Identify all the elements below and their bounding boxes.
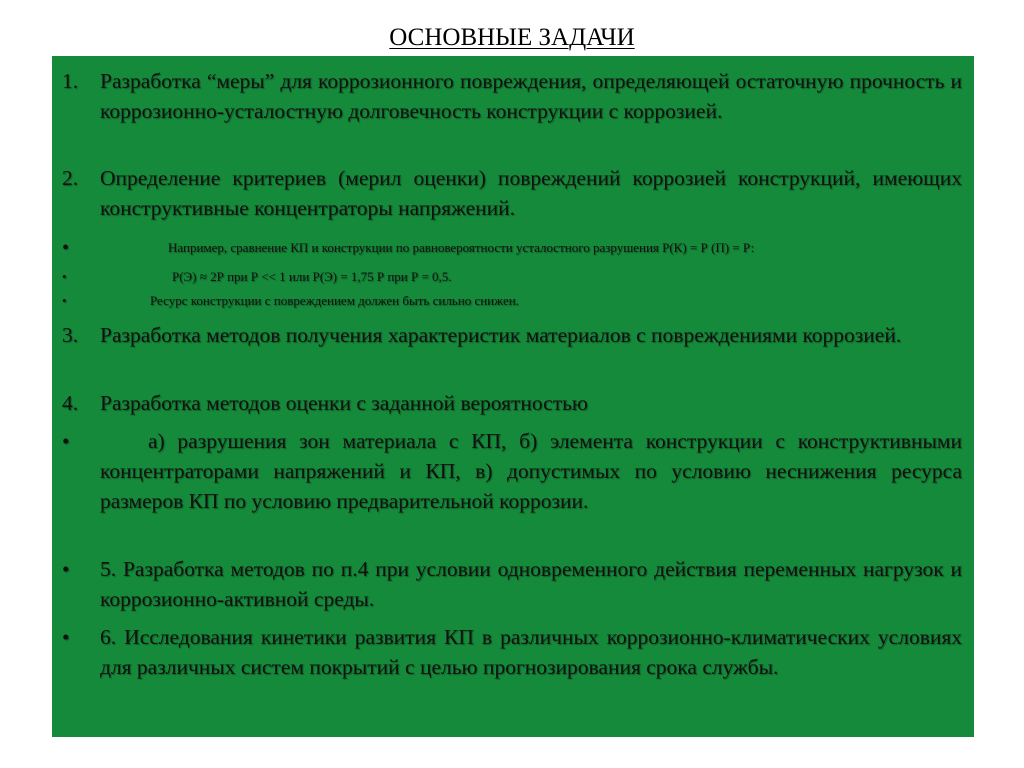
list-marker: 4.	[62, 391, 79, 415]
list-item-text: Определение критериев (мерил оценки) повреждений коррозией конструкций, имеющих конструктивные концентраторы напряжений.	[100, 166, 962, 220]
bullet-item-text: 5. Разработка методов по п.4 при условии одновременного действия переменных нагрузок и коррозионно-активной среды.	[100, 557, 962, 611]
sub-bullet-text: Р(Э) ≈ 2Р при Р << 1 или Р(Э) = 1,75 Р при Р = 0,5.	[172, 269, 452, 284]
bullet-marker: •	[62, 429, 70, 453]
bullet-item-6	[52, 622, 974, 682]
bullet-marker: •	[62, 293, 67, 308]
list-item-2	[52, 163, 974, 223]
list-item-1	[52, 66, 974, 126]
bullet-item-text: а) разрушения зон материала с КП, б) элемента конструкции с конструктивными концентраторами напряжений и КП, в) допустимых по условию неснижения ресурса размеров КП по условию предварительной коррозии.	[100, 429, 962, 513]
bullet-marker: •	[62, 557, 70, 581]
sub-bullet-text: Ресурс конструкции с повреждением должен быть сильно снижен.	[150, 293, 519, 308]
list-marker: 2.	[62, 166, 79, 190]
list-item-text: Разработка методов оценки с заданной вероятностью	[100, 391, 588, 415]
sub-bullet-2	[52, 267, 974, 287]
bullet-marker: •	[62, 625, 70, 649]
list-item-4	[52, 388, 974, 418]
list-item-text	[100, 426, 974, 516]
bullet-item-text: 6. Исследования кинетики развития КП в различных коррозионно-климатических условиях для различных систем покрытий с целью прогнозирования срока службы.	[100, 625, 962, 679]
bullet-item-5	[52, 554, 974, 614]
list-item-text: Разработка методов получения характеристик материалов с повреждениями коррозией.	[100, 323, 902, 347]
slide-title: ОСНОВНЫЕ ЗАДАЧИ	[389, 24, 635, 51]
bullet-marker: •	[62, 269, 67, 284]
list-marker: 3.	[62, 323, 79, 347]
sub-bullet-1	[52, 238, 974, 258]
sub-bullet-text: Например, сравнение КП и конструкции по равновероятности усталостного разрушения Р(К) = Р (П) = Р:	[168, 240, 755, 255]
bullet-marker: •	[62, 237, 70, 259]
bullet-item-4a	[52, 426, 974, 516]
list-marker: 1.	[62, 69, 79, 93]
list-item-text: Разработка “меры” для коррозионного повреждения, определяющей остаточную прочность и коррозионно-усталостную долговечность конструкции с коррозией.	[100, 69, 962, 123]
sub-bullet-3	[52, 291, 974, 311]
content-panel	[52, 56, 974, 737]
list-item-3	[52, 320, 974, 350]
